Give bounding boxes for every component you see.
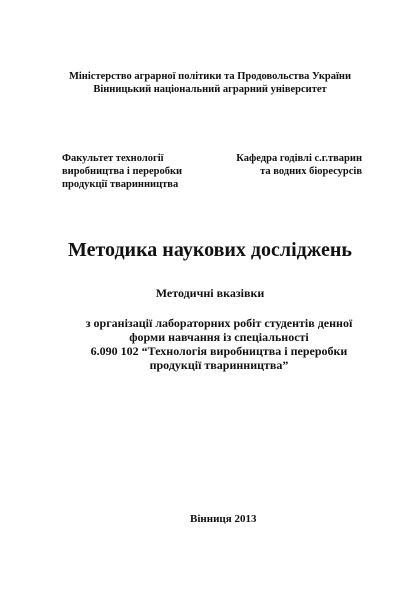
description-line-3: 6.090 102 “Технологія виробництва і переробки [90,344,348,358]
faculty-block [62,152,182,191]
faculty-line-1: Факультет технології [62,153,164,164]
description-line-4: продукції тваринництва” [149,358,289,372]
department-line-2: та водних біоресурсів [260,166,362,177]
ministry-header [30,70,390,96]
document-description [44,316,394,372]
ministry-name: Міністерство аграрної політики та Продовольства України [68,71,352,82]
city-year: Вінниця 2013 [190,513,257,525]
document-subtitle: Методичні вказівки [155,286,265,300]
document-title: Методика наукових досліджень [67,239,353,261]
faculty-line-2: виробництва і переробки [62,166,183,177]
department-line-1: Кафедра годівлі с.г.тварин [236,153,362,164]
faculty-line-3: продукції тваринництва [62,179,179,190]
description-line-1: з організації лабораторних робіт студентів денної [85,316,353,330]
university-name: Вінницький національний аграрний університет [93,84,327,95]
department-block [236,152,362,178]
description-line-2: форми навчання із спеціальності [129,330,309,344]
